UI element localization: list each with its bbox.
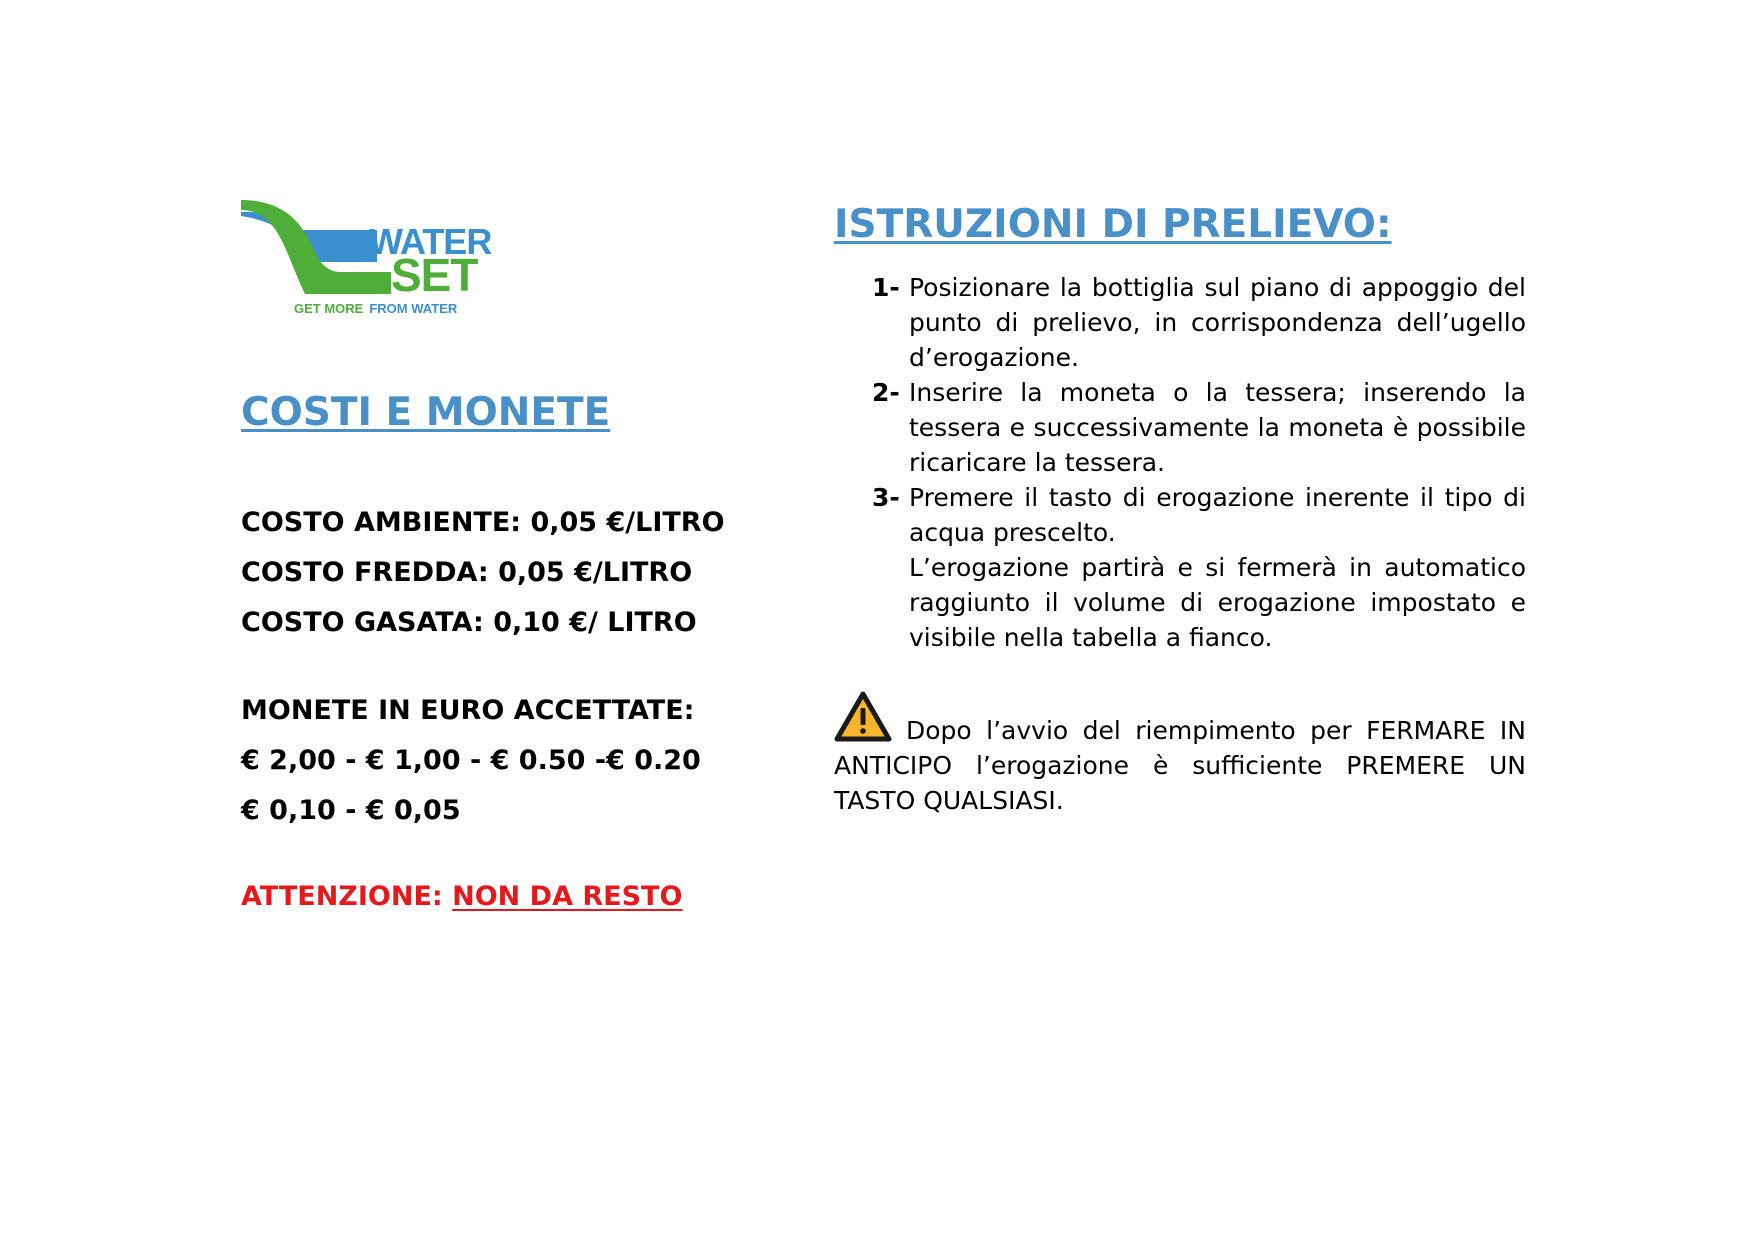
accepted-coins <box>241 686 701 836</box>
step-text: Premere il tasto di erogazione inerente il tipo di acqua prescelto. <box>909 483 1526 547</box>
step-number: 3- <box>872 483 900 512</box>
step-note: L’erogazione partirà e si fermerà in automatico raggiunto il volume di erogazione impostato e visibile nella tabella a fianco. <box>909 553 1526 652</box>
logo-word-set: SET <box>391 249 478 301</box>
no-change-warning <box>241 872 682 922</box>
instruction-step-1 <box>872 270 1526 375</box>
warning-value: NON DA RESTO <box>452 881 683 912</box>
coins-line-2: € 0,10 - € 0,05 <box>241 795 461 826</box>
stop-notice <box>834 691 1526 818</box>
price-line-cold: COSTO FREDDA: 0,05 €/LITRO <box>241 557 693 588</box>
notice-text: Dopo l’avvio del riempimento per FERMARE IN ANTICIPO l’erogazione è sufficiente PREMERE UN TASTO QUALSIASI. <box>834 716 1526 815</box>
costs-title: COSTI E MONETE <box>241 390 611 435</box>
logo-tagline-part-2: FROM WATER <box>369 301 458 316</box>
coins-line-1: € 2,00 - € 1,00 - € 0.50 -€ 0.20 <box>241 745 701 776</box>
instruction-step-3 <box>872 480 1526 655</box>
price-line-ambient: COSTO AMBIENTE: 0,05 €/LITRO <box>241 507 725 538</box>
coins-heading: MONETE IN EURO ACCETTATE: <box>241 695 695 726</box>
step-text-wrap <box>909 480 1526 655</box>
instructions-title: ISTRUZIONI DI PRELIEVO: <box>834 202 1392 247</box>
logo-word-water: WATER <box>369 221 492 262</box>
instruction-step-2 <box>872 375 1526 480</box>
warning-label: ATTENZIONE: <box>241 881 443 912</box>
step-number: 1- <box>872 273 900 302</box>
step-number: 2- <box>872 378 900 407</box>
logo-tagline <box>294 302 457 315</box>
logo-tagline-part-1: GET MORE <box>294 301 364 316</box>
warning-triangle-icon <box>834 691 892 743</box>
price-list <box>241 498 725 648</box>
step-text: Inserire la moneta o la tessera; inserendo la tessera e successivamente la moneta è possibile ricaricare la tessera. <box>909 378 1526 477</box>
price-line-sparkling: COSTO GASATA: 0,10 €/ LITRO <box>241 607 697 638</box>
step-text: Posizionare la bottiglia sul piano di appoggio del punto di prelievo, in corrispondenza dell’ugello d’erogazione. <box>909 273 1526 372</box>
waterset-logo <box>241 200 491 320</box>
instruction-steps <box>872 270 1526 655</box>
